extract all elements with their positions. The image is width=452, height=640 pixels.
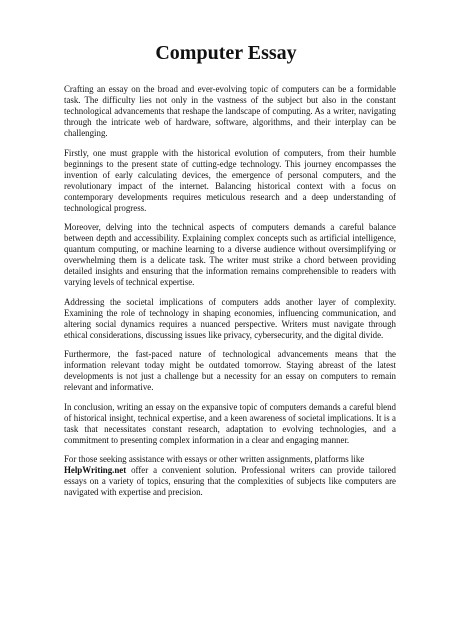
closing-text-after: offer a convenient solution. Professional writers can provide tailored essays on a variety of topics, ensuring that the complexities of subjects like computers are navigated with expertise and precision.	[64, 465, 396, 497]
document-title: Computer Essay	[155, 42, 297, 64]
paragraph-technical: Moreover, delving into the technical aspects of computers demands a careful balance between depth and accessibility. Explaining complex concepts such as artificial intelligence, quantum computing, or machine learning to a diverse audience without oversimplifying or overwhelming them is a delicate task. The writer must strike a chord between providing detailed insights and ensuring that the information remains comprehensible to readers with varying levels of technical expertise.	[64, 222, 396, 287]
paragraph-conclusion: In conclusion, writing an essay on the expansive topic of computers demands a careful blend of historical insight, technical expertise, and a keen awareness of societal implications. It is a task that necessitates constant research, adaptation to evolving technologies, and a commitment to presenting complex information in a clear and engaging manner.	[64, 401, 396, 445]
document-body	[64, 84, 396, 507]
brand-name: HelpWriting.net	[64, 465, 127, 475]
paragraph-societal: Addressing the societal implications of computers adds another layer of complexity. Examining the role of technology in shaping economies, influencing communication, and altering social dynamics requires a nuanced perspective. Writers must navigate through ethical considerations, discussing issues like privacy, cybersecurity, and the digital divide.	[64, 296, 396, 340]
closing-text-before: For those seeking assistance with essays or other written assignments, platforms like	[64, 454, 365, 464]
paragraph-history: Firstly, one must grapple with the historical evolution of computers, from their humble beginnings to the present state of cutting-edge technology. This journey encompasses the invention of early calculating devices, the emergence of personal computers, and the revolutionary impact of the internet. Balancing historical context with a focus on contemporary developments requires meticulous research and a deep understanding of technological progress.	[64, 147, 396, 213]
paragraph-fast-paced: Furthermore, the fast-paced nature of technological advancements means that the information relevant today might be outdated tomorrow. Staying abreast of the latest developments is not just a challenge but a necessity for an essay on computers to remain relevant and informative.	[64, 349, 396, 392]
paragraph-intro: Crafting an essay on the broad and ever-evolving topic of computers can be a formidable task. The difficulty lies not only in the vastness of the subject but also in the constant technological advancements that reshape the landscape of computing. As a writer, navigating through the intricate web of hardware, software, algorithms, and their interplay can be challenging.	[64, 84, 396, 138]
paragraph-closing	[64, 454, 396, 498]
